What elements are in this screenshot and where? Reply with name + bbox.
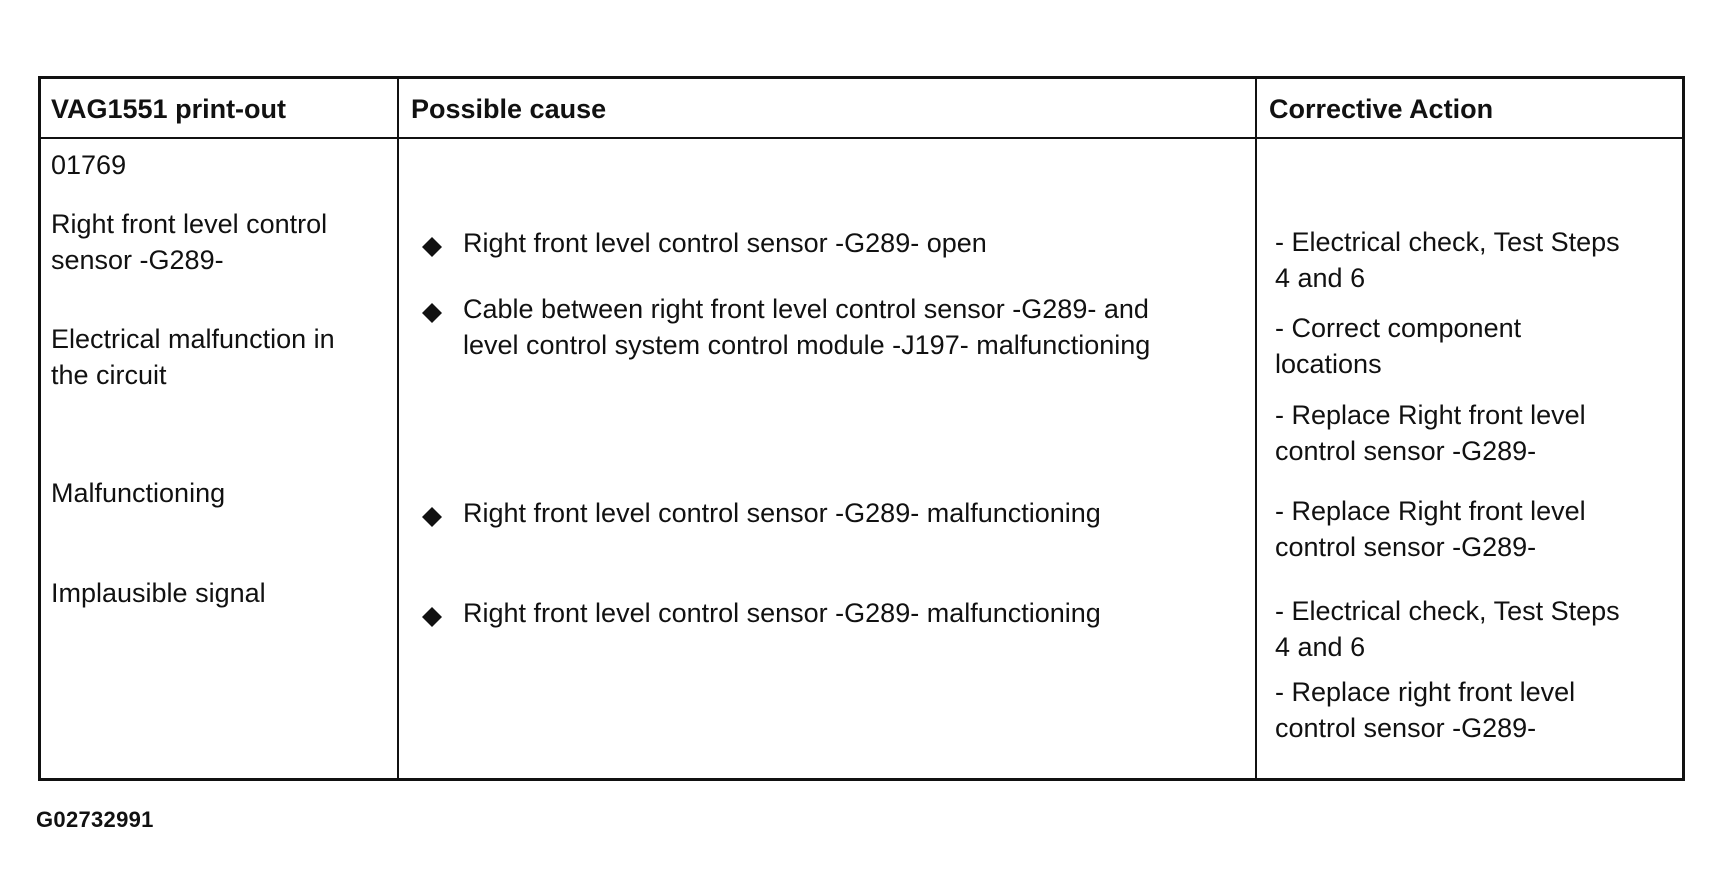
header-printout: VAG1551 print-out <box>51 94 287 124</box>
cause-line: Right front level control sensor -G289- malfunctioning <box>463 498 1101 528</box>
cause-line: Right front level control sensor -G289- malfunctioning <box>463 598 1101 628</box>
action-line: - Replace Right front level <box>1275 400 1586 430</box>
fault-type-implausible: Implausible signal <box>51 578 266 608</box>
column-divider <box>397 79 399 778</box>
cause-line: Cable between right front level control sensor -G289- and <box>463 294 1149 324</box>
action-line: - Replace right front level <box>1275 677 1576 707</box>
fault-code: 01769 <box>51 150 127 180</box>
header-corrective-action: Corrective Action <box>1269 94 1494 124</box>
diamond-bullet-icon <box>422 507 442 527</box>
diamond-bullet-icon <box>422 237 442 257</box>
fault-type-line: the circuit <box>51 360 167 390</box>
cause-line: Right front level control sensor -G289- open <box>463 228 987 258</box>
action-line: control sensor -G289- <box>1275 436 1537 466</box>
header-possible-cause: Possible cause <box>411 94 607 124</box>
diamond-bullet-icon <box>422 607 442 627</box>
action-line: 4 and 6 <box>1275 263 1366 293</box>
fault-type-malfunctioning: Malfunctioning <box>51 478 226 508</box>
diamond-bullet-icon <box>422 303 442 323</box>
action-line: - Correct component <box>1275 313 1522 343</box>
action-line: - Replace Right front level <box>1275 496 1586 526</box>
action-line: - Electrical check, Test Steps <box>1275 596 1620 626</box>
figure-id: G02732991 <box>36 807 154 832</box>
fault-component-line: sensor -G289- <box>51 245 224 275</box>
fault-component-line: Right front level control <box>51 209 328 239</box>
header-divider <box>41 137 1682 139</box>
cause-line: level control system control module -J197- malfunctioning <box>463 330 1151 360</box>
action-line: control sensor -G289- <box>1275 532 1537 562</box>
action-line: control sensor -G289- <box>1275 713 1537 743</box>
fault-type-line: Electrical malfunction in <box>51 324 335 354</box>
action-line: - Electrical check, Test Steps <box>1275 227 1620 257</box>
action-line: locations <box>1275 349 1382 379</box>
diagnostic-table <box>38 76 1685 781</box>
column-divider <box>1255 79 1257 778</box>
action-line: 4 and 6 <box>1275 632 1366 662</box>
